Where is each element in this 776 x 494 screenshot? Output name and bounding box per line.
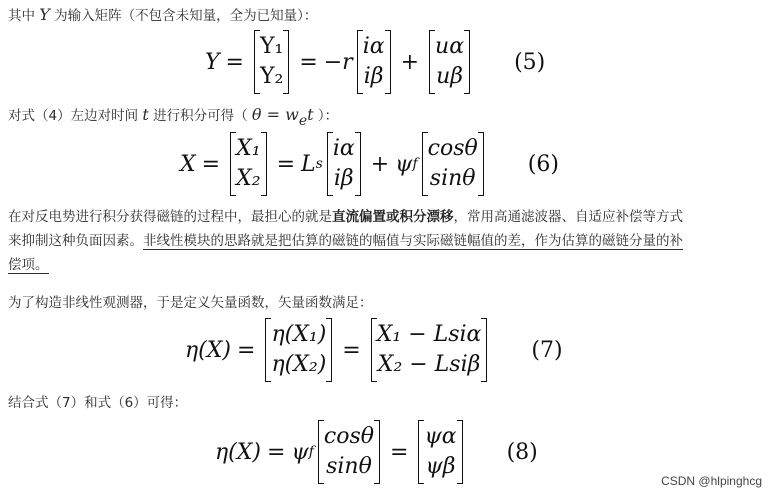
matrix-X: X₁ X₂ xyxy=(230,132,266,196)
matrix-u: uα uβ xyxy=(429,30,470,94)
equation-5: Y = Y₁ Y₂ = −r iα iβ + uα uβ (5) xyxy=(205,30,545,94)
integrate-text: 对式（4）左边对时间 t 进行积分可得（ θ = wet ）： xyxy=(8,105,339,129)
intro-text: 其中 Y 为输入矩阵（不包含未知量，全为已知量）： xyxy=(8,5,318,24)
equation-number-5: (5) xyxy=(514,49,546,75)
matrix-i: iα iβ xyxy=(327,132,361,196)
equation-7: η(X) = η(X₁) η(X₂) = X₁ − Lsiα X₂ − Lsiβ (7) xyxy=(185,318,563,382)
matrix-trig: cosθ sinθ xyxy=(422,132,484,196)
equation-6: X = X₁ X₂ = L s iα iβ + ψ f cosθ sinθ (6) xyxy=(180,132,559,196)
equation-number-8: (8) xyxy=(506,439,538,465)
paragraph-1-line-2: 来抑制这种负面因素。非线性模块的思路就是把估算的磁链的幅值与实际磁链幅值的差，作为估算的磁链分量的补 xyxy=(8,233,683,249)
paragraph-1-line-1: 在对反电势进行积分获得磁链的过程中，最担心的就是直流偏置或积分漂移，常用高通滤波器、自适应补偿等方式 xyxy=(8,209,683,225)
matrix-Y: Y₁ Y₂ xyxy=(254,30,289,94)
paragraph-1-line-3: 偿项。 xyxy=(8,257,49,273)
var-Y: Y xyxy=(39,5,50,24)
paragraph-3: 结合式（7）和式（6）可得： xyxy=(8,395,188,411)
matrix-trig: cosθ sinθ xyxy=(318,420,380,484)
matrix-eta: η(X₁) η(X₂) xyxy=(265,318,332,382)
matrix-diff: X₁ − Lsiα X₂ − Lsiβ xyxy=(371,318,488,382)
paragraph-2: 为了构造非线性观测器，于是定义矢量函数，矢量函数满足： xyxy=(8,295,373,311)
equation-number-6: (6) xyxy=(527,151,559,177)
matrix-psi: ψα ψβ xyxy=(418,420,462,484)
matrix-i: iα iβ xyxy=(357,30,391,94)
watermark: CSDN @hlpinghcg xyxy=(661,474,762,488)
equation-8: η(X) = ψ f cosθ sinθ = ψα ψβ (8) xyxy=(215,420,538,484)
equation-number-7: (7) xyxy=(531,337,563,363)
